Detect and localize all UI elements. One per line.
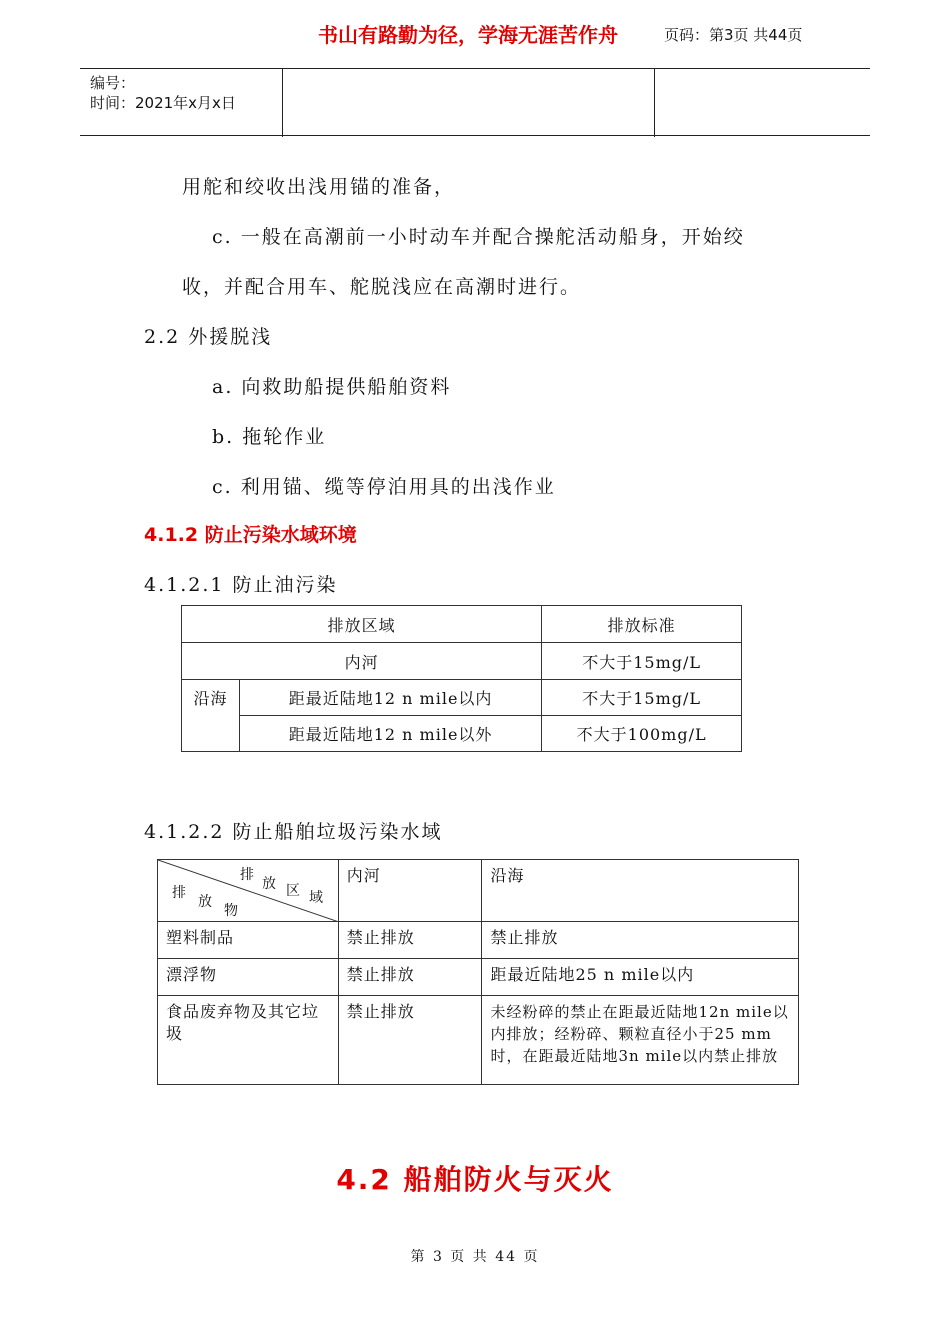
oil-discharge-table — [181, 605, 742, 752]
garbage-inland: 禁止排放 — [338, 996, 482, 1085]
garbage-coastal: 距最近陆地25 n mile以内 — [482, 959, 799, 996]
oil-header-standard: 排放标准 — [542, 606, 742, 643]
diag-row-char-1: 排 — [172, 885, 187, 901]
oil-within-12: 距最近陆地12 n mile以内 — [239, 680, 541, 716]
garbage-coastal: 禁止排放 — [482, 922, 799, 959]
page-footer: 第 3 页 共 44 页 — [410, 1249, 540, 1265]
list-item-c: c. 利用锚、缆等停泊用具的出浅作业 — [212, 476, 556, 498]
section-4-1-2-1: 4.1.2.1 防止油污染 — [144, 574, 338, 596]
header-motto: 书山有路勤为径，学海无涯苦作舟 — [318, 23, 618, 47]
header-meta — [90, 73, 236, 113]
oil-beyond-12: 距最近陆地12 n mile以外 — [239, 716, 541, 752]
oil-within-12-standard: 不大于15mg/L — [542, 680, 742, 716]
garbage-inland: 禁止排放 — [338, 922, 482, 959]
table-row — [158, 996, 799, 1085]
diag-col-char-2: 放 — [262, 876, 277, 892]
diag-row-char-3: 物 — [224, 903, 239, 919]
body-line-2: c. 一般在高潮前一小时动车并配合操舵活动船身，开始绞 — [212, 226, 745, 248]
section-4-1-2-2: 4.1.2.2 防止船舶垃圾污染水域 — [144, 821, 443, 843]
list-item-a: a. 向救助船提供船舶资料 — [212, 376, 452, 398]
section-4-2-title: 4.2 船舶防火与灭火 — [336, 1163, 614, 1196]
section-2-2: 2.2 外援脱浅 — [144, 326, 273, 348]
garbage-col-coastal: 沿海 — [482, 860, 799, 922]
garbage-col-inland: 内河 — [338, 860, 482, 922]
diagonal-header-cell — [158, 860, 339, 922]
table-row — [158, 922, 799, 959]
diag-col-char-4: 域 — [309, 890, 324, 906]
header-page-info: 页码：第3页 共44页 — [664, 26, 803, 44]
diag-col-char-3: 区 — [286, 883, 301, 899]
header-date: 时间：2021年x月x日 — [90, 94, 236, 112]
body-line-3: 收，并配合用车、舵脱浅应在高潮时进行。 — [182, 276, 582, 298]
body-line-1: 用舵和绞收出浅用锚的准备， — [182, 176, 456, 198]
garbage-item: 漂浮物 — [158, 959, 339, 996]
garbage-coastal: 未经粉碎的禁止在距最近陆地12n mile以内排放；经粉碎、颗粒直径小于25 mm时，在距最近陆地3n mile以内禁止排放 — [482, 996, 799, 1085]
table-row — [158, 959, 799, 996]
garbage-item: 食品废弃物及其它垃圾 — [158, 996, 339, 1085]
oil-beyond-12-standard: 不大于100mg/L — [542, 716, 742, 752]
garbage-item: 塑料制品 — [158, 922, 339, 959]
garbage-discharge-table — [157, 859, 799, 1085]
section-4-1-2: 4.1.2 防止污染水域环境 — [144, 524, 357, 546]
oil-inland: 内河 — [182, 643, 542, 680]
oil-inland-standard: 不大于15mg/L — [542, 643, 742, 680]
list-item-b: b. 拖轮作业 — [212, 426, 327, 448]
page-header — [80, 68, 870, 136]
garbage-inland: 禁止排放 — [338, 959, 482, 996]
oil-coastal: 沿海 — [182, 680, 240, 752]
diag-col-char-1: 排 — [240, 867, 255, 883]
diag-row-char-2: 放 — [198, 894, 213, 910]
header-number: 编号： — [90, 74, 136, 92]
oil-header-area: 排放区域 — [182, 606, 542, 643]
